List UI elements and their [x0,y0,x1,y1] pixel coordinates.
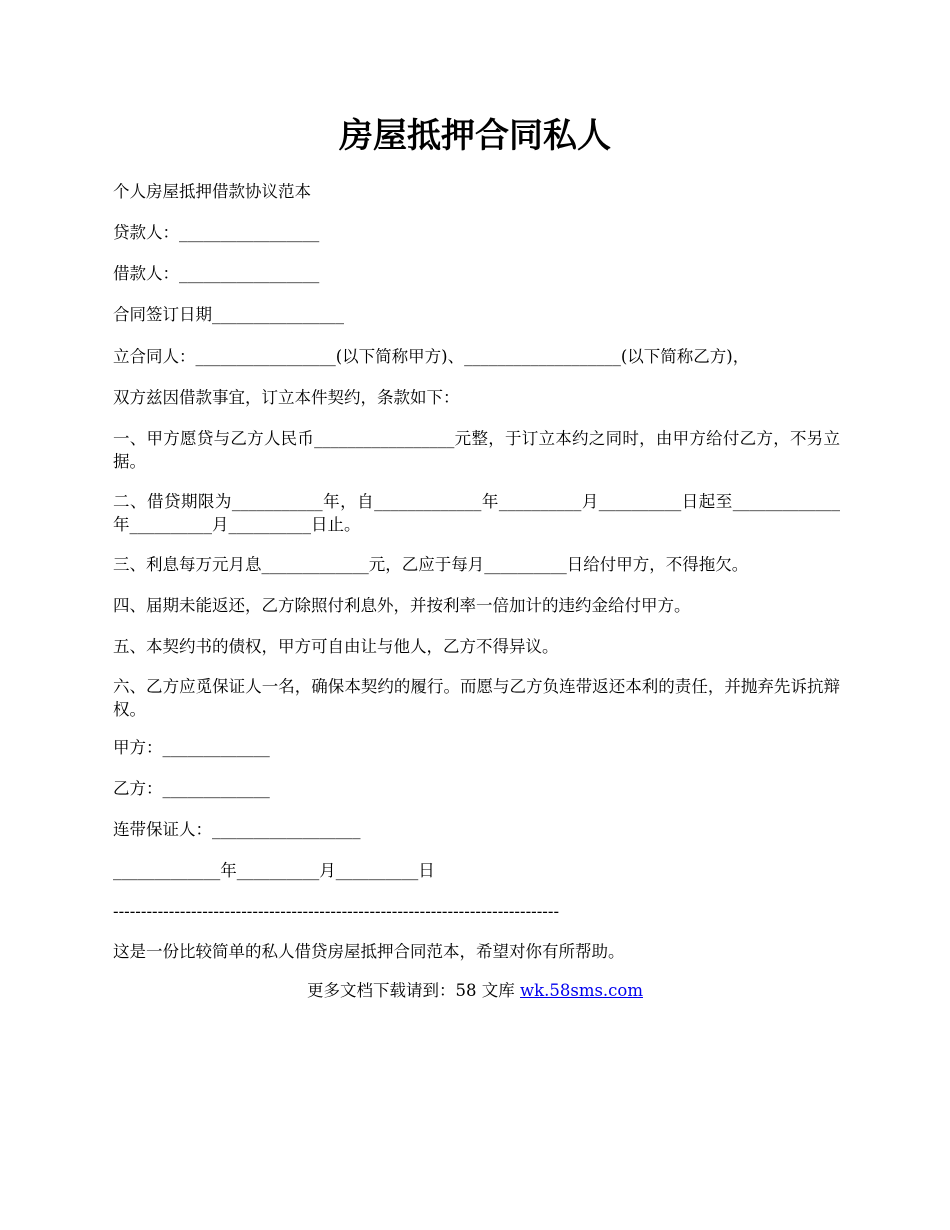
separator-line: -------------------------------------------------------------------------------- [113,902,560,921]
borrower-line: 借款人：_________________ [113,264,320,283]
clause-3: 三、利息每万元月息_____________元，乙应于每月__________日给付甲方，不得拖欠。 [113,555,749,574]
clause-1: 一、甲方愿贷与乙方人民币_________________元整，于订立本约之同时，由甲方给付乙方，不另立据。 [113,429,840,471]
clause-6: 六、乙方应觅保证人一名，确保本契约的履行。而愿与乙方负连带返还本利的责任，并抛弃先诉抗辩权。 [113,677,840,719]
intro-paragraph: 双方兹因借款事宜，订立本件契约，条款如下： [113,388,460,407]
clause-2: 二、借贷期限为___________年，自_____________年__________月__________日起至_____________年__________月__________日止。 [113,492,840,534]
footer [113,979,837,1002]
guarantor-signature-line: 连带保证人：__________________ [113,820,361,839]
footer-text: 更多文档下载请到：58 文库 [306,981,520,1000]
lender-line: 贷款人：_________________ [113,223,320,242]
clause-5: 五、本契约书的债权，甲方可自由让与他人，乙方不得异议。 [113,637,559,656]
parties-line: 立合同人：_________________(以下简称甲方)、___________________(以下简称乙方)， [113,347,750,366]
party-b-signature-line: 乙方：_____________ [113,779,270,798]
clause-4: 四、届期未能返还，乙方除照付利息外，并按利率一倍加计的违约金给付甲方。 [113,596,691,615]
party-a-signature-line: 甲方：_____________ [113,738,270,757]
sign-date-line: 合同签订日期________________ [113,305,344,324]
document-subtitle: 个人房屋抵押借款协议范本 [113,182,311,201]
document-title: 房屋抵押合同私人 [339,116,611,156]
footer-link[interactable]: wk.58sms.com [519,981,643,1000]
closing-paragraph: 这是一份比较简单的私人借贷房屋抵押合同范本，希望对你有所帮助。 [113,942,625,961]
date-line: _____________年__________月__________日 [113,861,435,880]
